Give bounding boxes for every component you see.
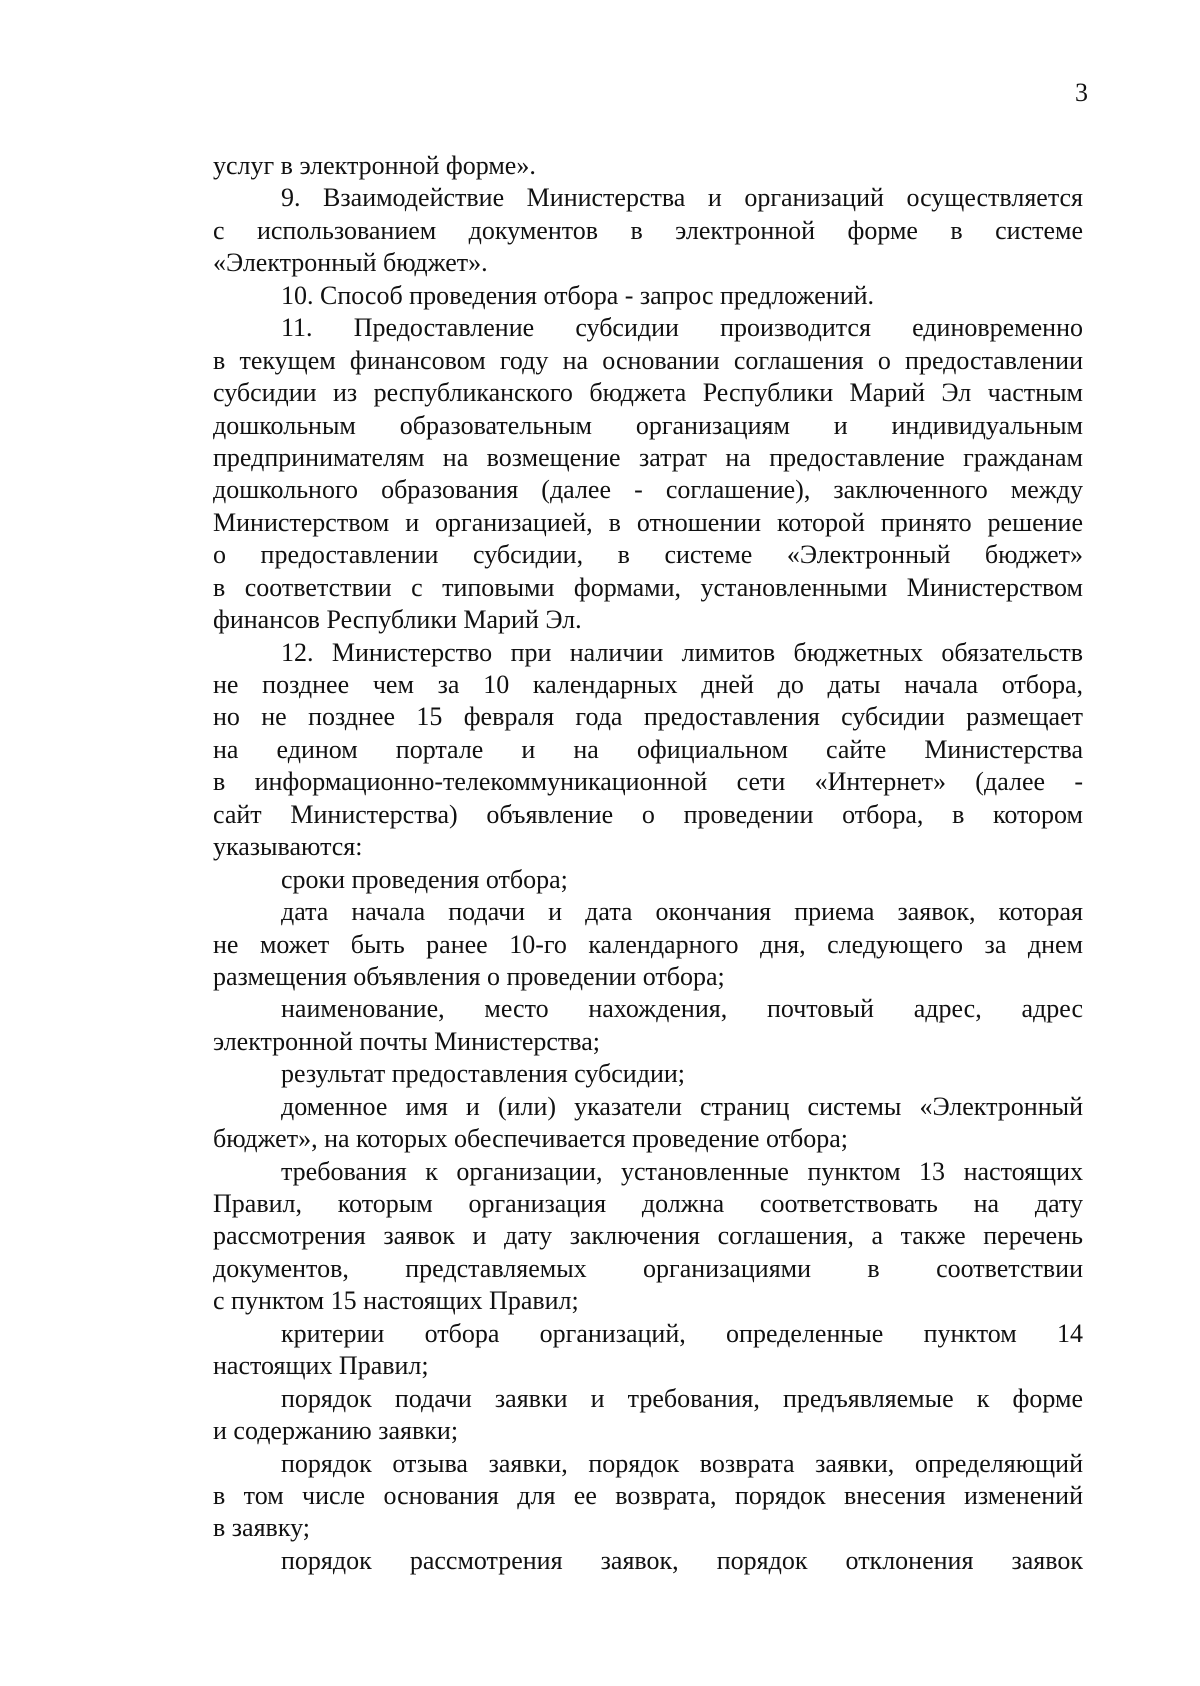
text-line: критерии отбора организаций, определенные пунктом 14 [281, 1318, 1083, 1348]
text-line: указываются: [213, 832, 363, 862]
text-line: дата начала подачи и дата окончания приема заявок, которая [281, 897, 1083, 927]
text-line: предпринимателям на возмещение затрат на предоставление гражданам [213, 442, 1083, 472]
text-line: электронной почты Министерства; [213, 1026, 600, 1056]
text-line: субсидии из республиканского бюджета Республики Марий Эл частным [213, 378, 1083, 408]
text-line: бюджет», на которых обеспечивается проведение отбора; [213, 1124, 848, 1154]
text-line: порядок отзыва заявки, порядок возврата заявки, определяющий [281, 1448, 1083, 1478]
text-line: не может быть ранее 10-го календарного дня, следующего за днем [213, 929, 1083, 959]
text-line: услуг в электронной форме». [213, 151, 536, 180]
text-line: на едином портале и на официальном сайте Министерства [213, 734, 1083, 764]
text-line: в информационно-телекоммуникационной сети «Интернет» (далее - [213, 767, 1083, 797]
text-line: 12. Министерство при наличии лимитов бюджетных обязательств [281, 637, 1083, 667]
text-line: в текущем финансовом году на основании соглашения о предоставлении [213, 345, 1083, 375]
text-line: размещения объявления о проведении отбора; [213, 961, 725, 991]
text-line: сайт Министерства) объявление о проведении отбора, в котором [213, 799, 1083, 829]
text-line: сроки проведения отбора; [281, 864, 568, 894]
text-line: с пунктом 15 настоящих Правил; [213, 1286, 579, 1316]
text-line: дошкольного образования (далее - соглашение), заключенного между [213, 475, 1083, 505]
text-line: порядок рассмотрения заявок, порядок отклонения заявок [281, 1545, 1083, 1575]
text-line: о предоставлении субсидии, в системе «Электронный бюджет» [213, 540, 1083, 570]
text-line: 11. Предоставление субсидии производится единовременно [281, 313, 1083, 343]
text-line: настоящих Правил; [213, 1351, 429, 1381]
text-line: рассмотрения заявок и дату заключения соглашения, а также перечень [213, 1221, 1083, 1251]
text-line: доменное имя и (или) указатели страниц системы «Электронный [281, 1091, 1083, 1121]
text-line: дошкольным образовательным организациям и индивидуальным [213, 410, 1083, 440]
page-number: 3 [1075, 78, 1088, 107]
text-line: в заявку; [213, 1513, 310, 1543]
document-body [213, 150, 1083, 1577]
text-line: требования к организации, установленные пунктом 13 настоящих [281, 1156, 1083, 1186]
text-line: 9. Взаимодействие Министерства и организаций осуществляется [281, 183, 1083, 213]
text-line: порядок подачи заявки и требования, предъявляемые к форме [281, 1383, 1083, 1413]
text-line: Правил, которым организация должна соответствовать на дату [213, 1189, 1083, 1218]
text-line: не позднее чем за 10 календарных дней до даты начала отбора, [213, 670, 1083, 699]
text-line: и содержанию заявки; [213, 1416, 459, 1446]
text-line: в том числе основания для ее возврата, порядок внесения изменений [213, 1480, 1083, 1510]
text-line: «Электронный бюджет». [213, 248, 488, 278]
text-line: наименование, место нахождения, почтовый адрес, адрес [281, 994, 1083, 1024]
text-line: но не позднее 15 февраля года предоставления субсидии размещает [213, 702, 1083, 732]
text-line: в соответствии с типовыми формами, установленными Министерством [213, 572, 1083, 602]
text-line: результат предоставления субсидии; [281, 1059, 685, 1089]
text-line: документов, представляемых организациями в соответствии [213, 1253, 1083, 1283]
text-line: финансов Республики Марий Эл. [213, 605, 582, 635]
text-line: с использованием документов в электронной форме в системе [213, 215, 1083, 245]
text-line: Министерством и организацией, в отношении которой принято решение [213, 507, 1083, 537]
text-line: 10. Способ проведения отбора - запрос предложений. [281, 280, 875, 310]
